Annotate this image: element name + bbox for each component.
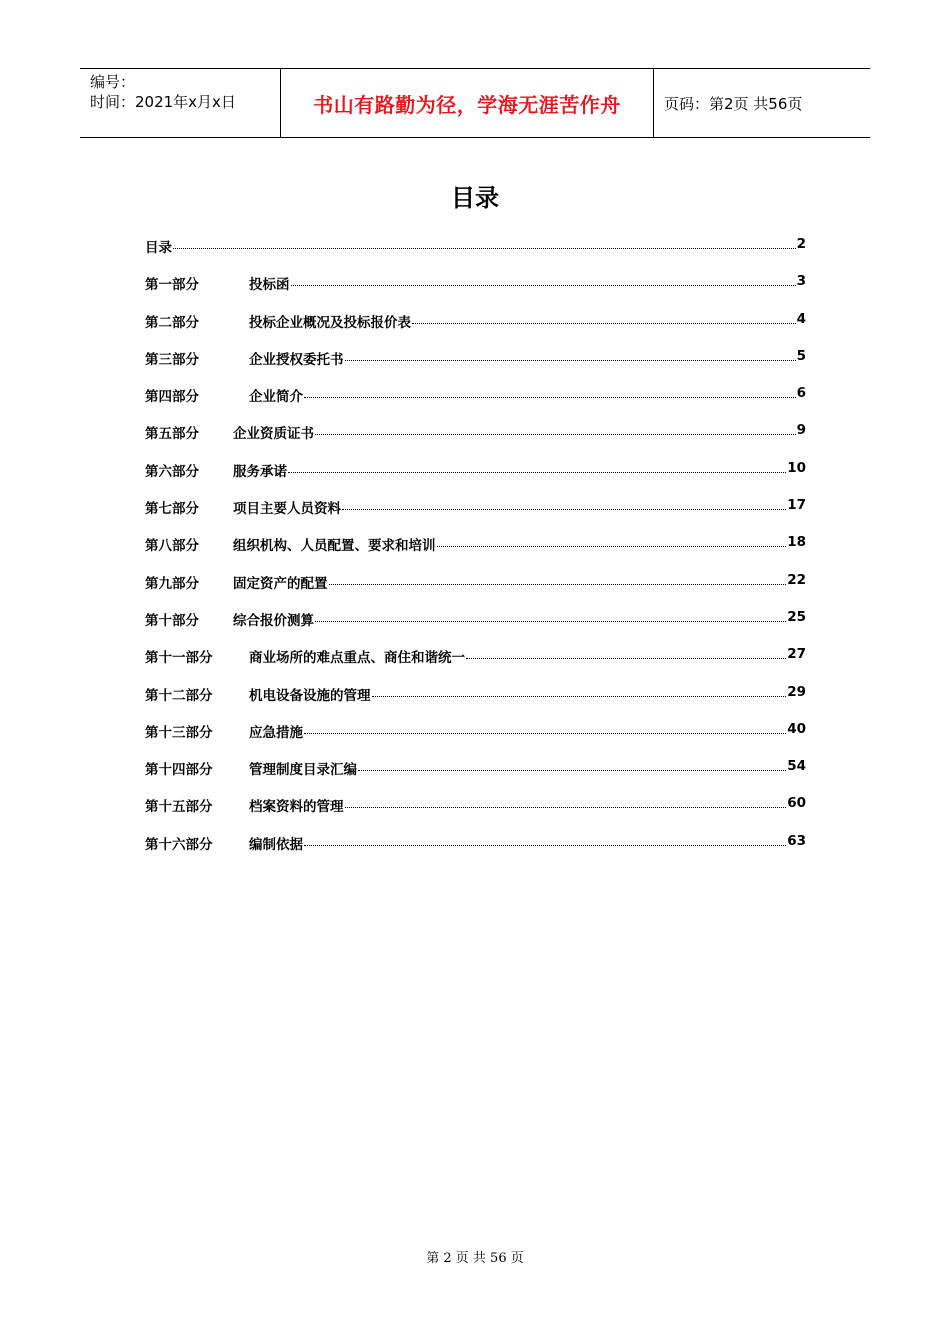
toc-entry-lead [145, 534, 787, 554]
toc-entry-page-number: 54 [787, 758, 806, 775]
toc-entry-lead [145, 236, 797, 256]
toc-entry-title: 商业场所的难点重点、商住和谐统一 [249, 650, 465, 667]
toc-dot-leader [304, 833, 786, 846]
toc-entry-page-number: 29 [787, 683, 806, 700]
toc-entry-part: 第六部分 [145, 463, 199, 480]
toc-entry[interactable] [145, 311, 806, 348]
toc-entry-lead [145, 721, 787, 741]
toc-dot-leader [466, 646, 786, 659]
toc-dot-leader [315, 422, 796, 435]
toc-dot-leader [358, 758, 786, 771]
toc-dot-leader [288, 460, 786, 473]
toc-entry-part: 第五部分 [145, 426, 199, 443]
toc-entry-page-number: 18 [787, 534, 806, 551]
toc-entry-title: 企业授权委托书 [249, 351, 344, 368]
toc-entry-part: 第九部分 [145, 575, 199, 592]
toc-entry-title: 服务承诺 [233, 463, 287, 480]
toc-dot-leader [315, 609, 786, 622]
toc-dot-leader [412, 311, 796, 324]
toc-entry-page-number: 60 [787, 795, 806, 812]
toc-entry-lead [145, 273, 797, 293]
toc-entry-lead [145, 497, 787, 517]
toc-entry-part: 第一部分 [145, 277, 199, 294]
page-footer: 第 2 页 共 56 页 [426, 1251, 524, 1266]
toc-entry-lead [145, 348, 797, 368]
document-date-label: 时间：2021年x月x日 [90, 93, 236, 111]
toc-entry-page-number: 6 [796, 385, 806, 402]
toc-entry-part: 第十一部分 [145, 650, 213, 667]
toc-entry-title: 组织机构、人员配置、要求和培训 [233, 538, 436, 555]
toc-entry[interactable] [145, 795, 806, 832]
toc-entry-part: 第二部分 [145, 314, 199, 331]
toc-entry-page-number: 17 [787, 497, 806, 514]
toc-entry-page-number: 22 [787, 571, 806, 588]
header-page-info-cell [654, 69, 870, 137]
toc-entry[interactable] [145, 460, 806, 497]
toc-entry-lead [145, 795, 787, 815]
toc-entry-page-number: 25 [787, 608, 806, 625]
toc-dot-leader [437, 534, 787, 547]
toc-entry-page-number: 4 [796, 310, 806, 327]
toc-entry[interactable] [145, 721, 806, 758]
toc-entry[interactable] [145, 497, 806, 534]
toc-entry-page-number: 9 [796, 422, 806, 439]
toc-dot-leader [345, 795, 787, 808]
toc-entry-part: 第十三部分 [145, 724, 213, 741]
toc-entry-title: 编制依据 [249, 836, 303, 853]
toc-entry-lead [145, 311, 797, 331]
header-motto-cell [281, 69, 654, 137]
toc-entry[interactable] [145, 833, 806, 870]
toc-dot-leader [342, 497, 786, 510]
toc-entry[interactable] [145, 422, 806, 459]
toc-entry-title: 固定资产的配置 [233, 575, 328, 592]
toc-entry-part: 第十六部分 [145, 836, 213, 853]
toc-entry-title: 管理制度目录汇编 [249, 762, 357, 779]
toc-entry-title: 应急措施 [249, 724, 303, 741]
toc-entry[interactable] [145, 572, 806, 609]
toc-entry[interactable] [145, 236, 806, 273]
toc-entry-page-number: 40 [787, 720, 806, 737]
toc-entry-title: 档案资料的管理 [249, 799, 344, 816]
toc-entry-lead [145, 609, 787, 629]
toc-entry-page-number: 2 [796, 236, 806, 252]
toc-dot-leader [304, 721, 786, 734]
header-motto: 书山有路勤为径，学海无涯苦作舟 [313, 92, 621, 117]
toc-dot-leader [173, 236, 796, 249]
toc-entry-part: 第十五部分 [145, 799, 213, 816]
toc-entry-lead [145, 385, 797, 405]
toc-entry-part: 目录 [145, 240, 172, 256]
toc-entry-page-number: 10 [787, 459, 806, 476]
toc-entry-lead [145, 646, 787, 666]
toc-entry[interactable] [145, 273, 806, 310]
toc-entry-title: 投标企业概况及投标报价表 [249, 314, 411, 331]
toc-entry-title: 项目主要人员资料 [233, 501, 341, 518]
toc-dot-leader [304, 385, 796, 398]
toc-entry-lead [145, 833, 787, 853]
toc-entry-part: 第七部分 [145, 501, 199, 518]
toc-entry-part: 第十部分 [145, 612, 199, 629]
header-page-info: 页码：第2页 共56页 [664, 94, 803, 113]
toc-dot-leader [291, 273, 796, 286]
toc-entry-page-number: 63 [787, 832, 806, 849]
toc-entry[interactable] [145, 609, 806, 646]
toc-entry-lead [145, 758, 787, 778]
toc-entry-part: 第四部分 [145, 389, 199, 406]
toc-entry-title: 综合报价测算 [233, 612, 314, 629]
page-header [80, 68, 870, 138]
toc-entry[interactable] [145, 534, 806, 571]
toc-dot-leader [345, 348, 796, 361]
toc-entry-page-number: 5 [796, 347, 806, 364]
toc-entry-lead [145, 684, 787, 704]
toc-entry[interactable] [145, 646, 806, 683]
toc-entry-page-number: 27 [787, 646, 806, 663]
toc-entry-title: 投标函 [249, 277, 290, 294]
toc-dot-leader [329, 572, 787, 585]
toc-entry-lead [145, 572, 787, 592]
toc-entry-title: 机电设备设施的管理 [249, 687, 371, 704]
toc-entry-part: 第十二部分 [145, 687, 213, 704]
toc-entry[interactable] [145, 758, 806, 795]
table-of-contents [145, 236, 806, 870]
page-title: 目录 [451, 184, 499, 212]
toc-entry[interactable] [145, 348, 806, 385]
toc-entry-page-number: 3 [796, 273, 806, 290]
toc-dot-leader [372, 684, 787, 697]
toc-entry-part: 第十四部分 [145, 762, 213, 779]
header-left-cell [80, 69, 281, 137]
toc-entry-part: 第三部分 [145, 351, 199, 368]
document-number-label: 编号： [90, 73, 136, 91]
toc-entry-lead [145, 460, 787, 480]
toc-entry-lead [145, 422, 797, 442]
toc-entry-title: 企业资质证书 [233, 426, 314, 443]
toc-entry[interactable] [145, 684, 806, 721]
toc-entry[interactable] [145, 385, 806, 422]
toc-entry-part: 第八部分 [145, 538, 199, 555]
toc-entry-title: 企业简介 [249, 389, 303, 406]
